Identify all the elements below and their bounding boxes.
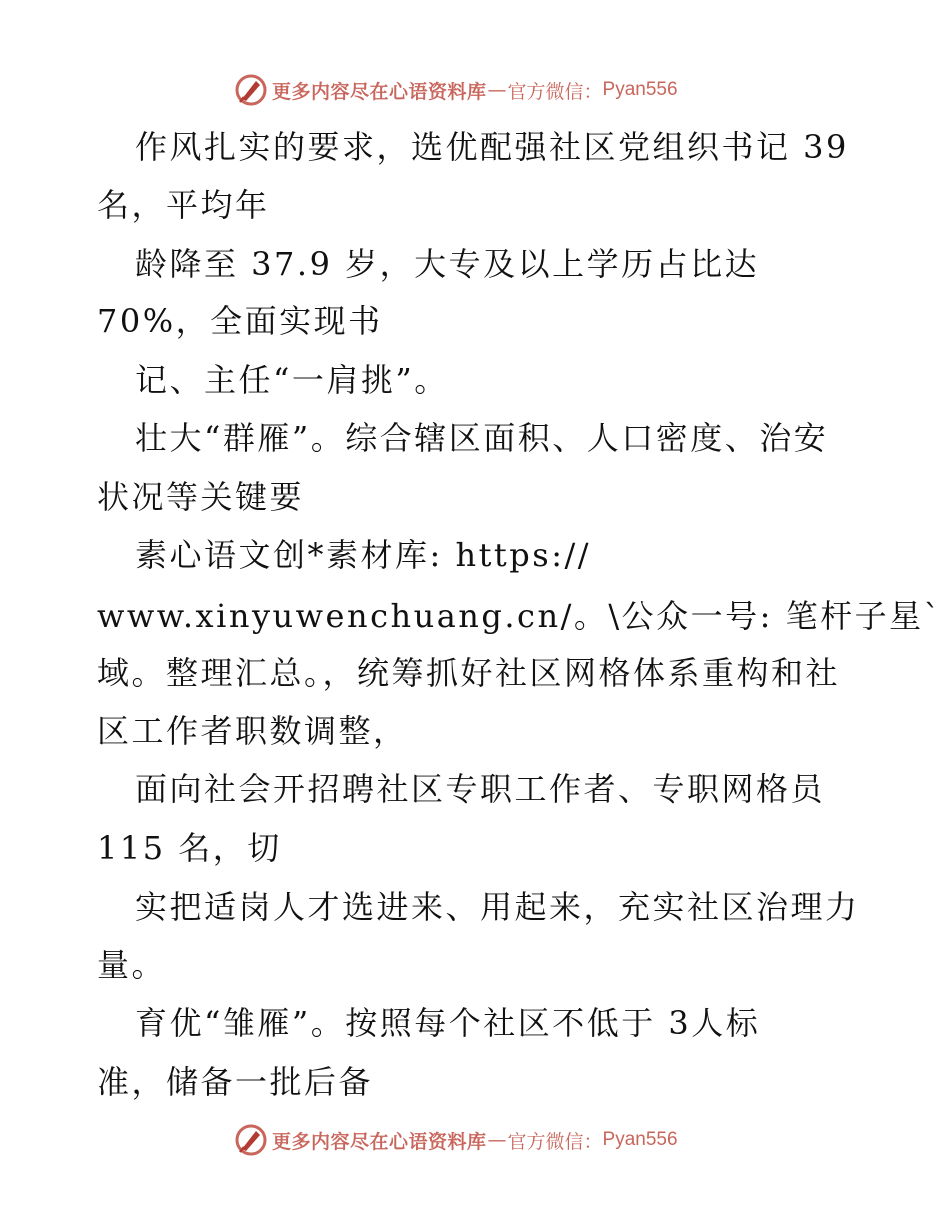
text-line: 面向社会开招聘社区专职工作者、专职网格员: [135, 770, 826, 808]
text-line: 量。: [97, 946, 167, 984]
text-line: 龄降至 37.9 岁，大专及以上学历占比达: [135, 245, 760, 283]
text-line: 115 名，切: [97, 829, 282, 867]
text-line: 素心语文创*素材库: https://: [135, 536, 592, 574]
banner-site-name: 更多内容尽在心语资料库: [272, 80, 487, 103]
text-line: 名，平均年: [97, 186, 270, 224]
banner-dash: —: [487, 79, 507, 101]
text-line: 准，储备一批后备: [97, 1063, 374, 1101]
footer-banner: [234, 1120, 678, 1160]
banner-site-name: 更多内容尽在心语资料库: [272, 1130, 487, 1153]
text-line: 作风扎实的要求，选优配强社区党组织书记 39: [135, 128, 849, 166]
text-line: 实把适岗人才选进来、用起来，充实社区治理力: [135, 888, 860, 926]
banner-wechat-id: Pyan556: [602, 1129, 678, 1150]
banner-wechat-id: Pyan556: [602, 79, 678, 100]
banner-dash: —: [487, 1129, 507, 1151]
text-line: 70%，全面实现书: [97, 302, 383, 340]
banner-wechat-label: 官方微信：: [507, 1130, 603, 1153]
text-line: 状况等关键要: [97, 478, 305, 516]
text-line: 记、主任“一肩挑”。: [135, 361, 449, 399]
text-line: 壮大“群雁”。综合辖区面积、人口密度、治安: [135, 419, 829, 457]
quill-logo-icon: [234, 73, 268, 107]
quill-logo-icon: [234, 1123, 268, 1157]
banner-wechat-label: 官方微信：: [507, 80, 603, 103]
header-banner: [234, 70, 678, 110]
text-line: www.xinyuwenchuang.cn/。\公众一号: 笔杆子星`: [97, 597, 943, 635]
text-line: 区工作者职数调整，: [97, 712, 408, 750]
text-line: 育优“雏雁”。按照每个社区不低于 3人标: [135, 1004, 761, 1042]
text-line: 域。整理汇总。，统筹抓好社区网格体系重构和社: [97, 654, 841, 692]
